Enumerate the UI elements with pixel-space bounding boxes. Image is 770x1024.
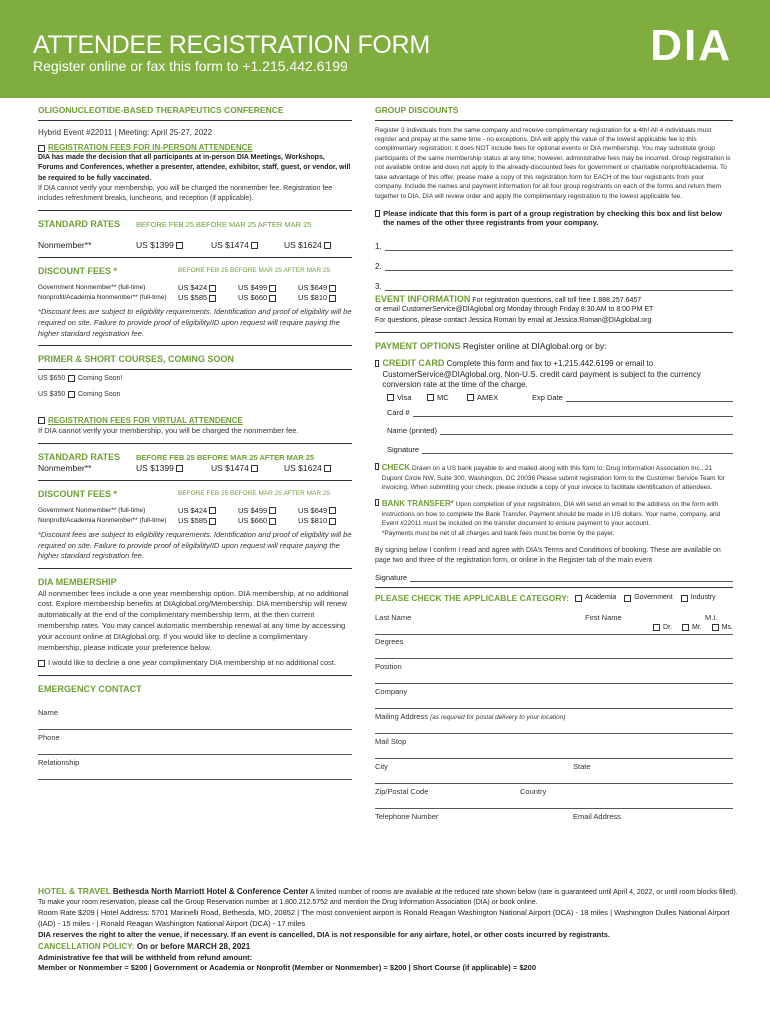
field-label: Zip/Postal Code [375, 787, 429, 797]
cc-title: CREDIT CARD [382, 358, 445, 369]
field-label: Position [375, 662, 402, 672]
dr-checkbox[interactable] [653, 624, 660, 631]
membership-text: All nonmember fees include a one year membership option. DIA membership, at no additional cost. Explore membership benefits at DIAglobal.org/Membership. DIA membership will renew automatically at the end of the complimentary membership term, at the then current membership rates. You may cancel automatic membership renewal at any time by accessing your account online at DIAglobal.org. If you would like to decline a complimentary membership, please indicate your preference below. [38, 588, 349, 652]
government-label: Government [634, 593, 673, 601]
card-field[interactable] [413, 408, 733, 417]
inperson-text: If DIA cannot verify your membership, you will be charged the nonmember fee. Registration fee includes refreshment breaks, luncheons, and reception (if applicable). [38, 184, 333, 202]
room-rate: Room Rate $209 | Hotel Address: 5701 Marinelli Road, Bethesda, MD, 20852 | The most convenient airport is Ronald Reagan Washington National Airport (DCA) - 18 miles | Washington Dulles National Airport (IAD) - 15 miles - | Ronald Reagan Washington National Airport (DCA) - 17 miles [38, 908, 730, 929]
price: US $649 [298, 505, 328, 515]
footer [38, 885, 738, 974]
price-checkbox[interactable] [251, 242, 258, 249]
event-line: For questions, please contact Jessica Roman by email at Jessica.Roman@DIAglobal.org [375, 317, 652, 325]
check-title: CHECK [381, 463, 411, 472]
gov-label: Government Nonmember** (full-time) [38, 283, 146, 291]
field-label: Last Name [375, 612, 412, 622]
field-label: Name [38, 707, 59, 717]
discount-label: DISCOUNT FEES * [38, 488, 118, 499]
field-label: Relationship [38, 757, 80, 767]
inperson-checkbox[interactable] [38, 145, 45, 152]
signature-field[interactable] [422, 445, 733, 454]
price: US $1474 [211, 240, 249, 251]
field-label: Degrees [375, 637, 404, 647]
registrant-line-1[interactable]: 1. [375, 242, 733, 252]
bank-checkbox[interactable] [375, 499, 379, 506]
price: US $424 [178, 505, 208, 515]
group-check-text: Please indicate that this form is part of a group registration by checking this box and list below the names of the other three registrants from your company. [383, 209, 722, 228]
discount-columns: BEFORE FEB 25 BEFORE MAR 25 AFTER MAR 25 [178, 490, 331, 498]
price: US $1474 [211, 463, 249, 474]
field-label: Mail Stop [375, 737, 407, 747]
hotel-text: A limited number of rooms are available at the reduced rate shown below (rate is guaranteed until April 4, 2022, or until room blocks filled). To make your room reservation, please call the Group Reservation number at 1.800.212.5752 and mention the Drug Information Association (DIA) or book online. [38, 889, 738, 907]
mailing-field[interactable] [375, 709, 733, 734]
academia-checkbox[interactable] [575, 595, 582, 602]
discount-label: DISCOUNT FEES * [38, 265, 118, 276]
cancel-date: On or before MARCH 28, 2021 [136, 941, 251, 951]
check-checkbox[interactable] [375, 463, 379, 470]
standard-rates-label: STANDARD RATES [38, 451, 121, 462]
price: US $1624 [284, 240, 322, 251]
payment-sub: Register online at DIAglobal.org or by: [462, 341, 607, 351]
virtual-text: If DIA cannot verify your membership, you will be charged the nonmember fee. [38, 425, 299, 435]
field-label: First Name [585, 612, 622, 622]
amex-checkbox[interactable] [467, 394, 474, 401]
page-subtitle: Register online or fax this form to +1.215.442.6199 [33, 58, 348, 74]
acad-label: Nonprofit/Academia Nonmember** (full-time) [38, 294, 167, 302]
emergency-title: EMERGENCY CONTACT [38, 683, 142, 694]
primer-price: US $650 [38, 374, 66, 382]
conference-title: OLIGONUCLEOTIDE-BASED THERAPEUTICS CONFERENCE [38, 105, 284, 115]
left-column [38, 105, 352, 780]
discount-note: *Discount fees are subject to eligibility requirements. Identification and proof of eligibility will be required on site. Failure to provide proof of eligibility/ID upon request will require paying the higher standard registration fee. [38, 529, 352, 561]
decline-checkbox[interactable] [38, 660, 45, 667]
standard-rates-label: STANDARD RATES [38, 218, 121, 229]
agree-text: By signing below I confirm I read and agree with DIA's Terms and Conditions of booking. These are available on page two and three of the registration form, or online in the Register tab of the main event [375, 547, 721, 565]
company-field[interactable] [375, 684, 733, 709]
price-checkbox[interactable] [324, 242, 331, 249]
academia-label: Academia [585, 593, 617, 601]
decline-text: I would like to decline a one year complimentary DIA membership at no additional cost. [48, 657, 337, 667]
fees-text: Member or Nonmember = $200 | Government or Academia or Nonprofit (Member or Nonmember) = $200 | Short Course (if applicable) = $200 [38, 963, 537, 973]
field-label: Phone [38, 732, 60, 742]
price: US $585 [178, 293, 208, 303]
discount-columns: BEFORE FEB 25 BEFORE MAR 25 AFTER MAR 25 [178, 267, 331, 275]
price: US $660 [238, 516, 268, 526]
cc-text: Complete this form and fax to +1.215.442.6199 or email to CustomerService@DIAglobal.org. Non-U.S. credit card payment is subject to the currency conversion rate at the time of the charge. [382, 359, 701, 389]
name-printed-label: Name (printed) [387, 426, 438, 436]
industry-checkbox[interactable] [681, 595, 688, 602]
bank-text: Upon completion of your registration, DIA will send an email to the address on the form with instructions on how to complete the Bank Transfer. Payment should be made in US dollars. Your name, company, and Event #22011 must be included on the transfer document to ensure payment to your account. [381, 501, 721, 528]
agree-signature-field[interactable] [410, 573, 733, 582]
city-field[interactable] [375, 759, 733, 784]
emergency-phone-field[interactable] [38, 730, 352, 755]
payment-title: PAYMENT OPTIONS [375, 341, 461, 351]
check-text: Drawn on a US bank payable to and mailed along with this form to: Drug Information Association Inc., 21 Dupont Circle NW, Suite 300, Washington, DC 20036 Please submit registration form to the Customer Service Team for invoicing. When submitting your check, please include a copy of your invoice to facilitate identification of attendees. [381, 465, 725, 492]
gov-label: Government Nonmember** (full-time) [38, 506, 146, 514]
visa-checkbox[interactable] [387, 394, 394, 401]
mailing-note: (as required for postal delivery to your location) [430, 714, 566, 722]
telephone-field[interactable] [375, 809, 733, 834]
field-label: City [375, 762, 388, 772]
membership-title: DIA MEMBERSHIP [38, 577, 117, 588]
price: US $1624 [284, 463, 322, 474]
standard-columns: BEFORE FEB 25 BEFORE MAR 25 AFTER MAR 25 [136, 452, 315, 462]
group-title: GROUP DISCOUNTS [375, 105, 459, 115]
category-title: PLEASE CHECK THE APPLICABLE CATEGORY: [375, 592, 570, 603]
field-label: Company [375, 687, 408, 697]
dia-logo: DIA [650, 21, 732, 70]
primer-label: Coming Soon! [78, 374, 123, 382]
nonmember-label: Nonmember** [38, 240, 92, 251]
standard-columns: BEFORE FEB 25 BEFORE MAR 25 AFTER MAR 25 [136, 219, 312, 229]
mr-label: Mr. [691, 623, 702, 631]
hotel-label: HOTEL & TRAVEL [38, 886, 111, 896]
exp-label: Exp Date [532, 392, 563, 402]
withheld-text: Administrative fee that will be withheld from refund amount: [38, 952, 253, 962]
exp-field[interactable] [566, 393, 733, 402]
field-label: Country [520, 787, 547, 797]
reserve-note: DIA reserves the right to alter the venue, if necessary. If an event is cancelled, DIA is not responsible for any airfare, hotel, or other costs incurred by registrants. [38, 930, 610, 940]
acad-label: Nonprofit/Academia Nonmember** (full-time) [38, 516, 167, 524]
primer-title: PRIMER & SHORT COURSES, COMING SOON [38, 354, 235, 365]
degrees-field[interactable] [375, 634, 733, 659]
page-title: ATTENDEE REGISTRATION FORM [33, 31, 430, 59]
registrant-line-3[interactable]: 3. [375, 282, 733, 292]
price: US $649 [298, 283, 328, 293]
header-banner [0, 0, 770, 98]
cancel-label: CANCELLATION POLICY: [38, 941, 135, 951]
field-label: Email Address [573, 812, 621, 822]
name-printed-field[interactable] [440, 426, 733, 435]
group-text: Register 3 individuals from the same company and receive complimentary registration for a 4th! All 4 individuals must register and prepay at the same time - no exceptions. DIA will apply the value of the lowest applicable fee to this complimentary registration; it does NOT include fees for optional events or DIA membership. You may substitute group participants of the same membership status at any time; however, administrative fees may be incurred. Group registration is not available online and does not apply to the already-discounted fees for government or charitable nonprofit/academia. To take advantage of this offer, please make a copy of this registration form for EACH of the four registrants from your company. Include the names and payment information for all four group registrants on each of the forms and return them together to DIA. DIA will review order and apply the complimentary registration to the lowest applicable fee. [375, 126, 731, 200]
emergency-relationship-field[interactable] [38, 755, 352, 780]
price: US $424 [178, 283, 208, 293]
primer-checkbox[interactable] [68, 375, 75, 382]
event-title: EVENT INFORMATION [375, 293, 471, 304]
mc-checkbox[interactable] [427, 394, 434, 401]
price: US $1399 [136, 240, 174, 251]
mc-label: MC [437, 392, 449, 402]
signature-label: Signature [387, 444, 420, 454]
field-label: Mailing Address [375, 712, 428, 722]
virtual-checkbox[interactable] [38, 417, 45, 424]
cc-checkbox[interactable] [375, 360, 379, 367]
position-field[interactable] [375, 659, 733, 684]
bank-note: *Payments must be net of all charges and bank fees must be borne by the payer. [381, 529, 615, 537]
hotel-name: Bethesda North Marriott Hotel & Conference Center [112, 887, 309, 896]
price: US $810 [298, 516, 328, 526]
ms-label: Ms. [721, 623, 733, 631]
event-line: or email CustomerService@DIAglobal.org Monday through Friday 8:30 AM to 8:00 PM ET [375, 305, 654, 313]
primer-label: Coming Soon [78, 390, 121, 398]
price: US $499 [238, 283, 268, 293]
group-checkbox[interactable] [375, 210, 380, 217]
price: US $660 [238, 293, 268, 303]
zip-field[interactable] [375, 784, 733, 809]
virtual-title: REGISTRATION FEES FOR VIRTUAL ATTENDENCE [48, 415, 243, 425]
bank-title: BANK TRANSFER* [381, 499, 454, 509]
inperson-title: REGISTRATION FEES FOR IN-PERSON ATTENDENCE [48, 143, 253, 153]
mr-checkbox[interactable] [682, 624, 689, 631]
nonmember-label: Nonmember** [38, 463, 92, 474]
field-label: Telephone Number [375, 812, 439, 822]
field-label: M.I. [705, 612, 718, 622]
price: US $585 [178, 516, 208, 526]
ms-checkbox[interactable] [712, 624, 719, 631]
government-checkbox[interactable] [624, 595, 631, 602]
field-label: State [573, 762, 591, 772]
industry-label: Industry [690, 593, 716, 601]
amex-label: AMEX [477, 392, 499, 402]
mailstop-field[interactable] [375, 734, 733, 759]
visa-label: Visa [397, 392, 412, 402]
emergency-name-field[interactable] [38, 705, 352, 730]
price: US $810 [298, 293, 328, 303]
price-checkbox[interactable] [176, 242, 183, 249]
discount-note: *Discount fees are subject to eligibility requirements. Identification and proof of eligibility will be required on site. Failure to provide proof of eligibility/ID upon request will require paying the higher standard registration fee. [38, 306, 352, 338]
card-label: Card # [387, 407, 410, 417]
price: US $499 [238, 505, 268, 515]
vaccination-note: DIA has made the decision that all participants at in-person DIA Meetings, Workshops, Forums and Conferences, whether a presenter, attendee, exhibitor, staff, guest, or vendor, will be required to be fully vaccinated. [38, 154, 351, 182]
primer-price: US $350 [38, 390, 66, 398]
price: US $1399 [136, 463, 174, 474]
primer-checkbox[interactable] [68, 391, 75, 398]
registrant-line-2[interactable]: 2. [375, 262, 733, 272]
conference-meta: Hybrid Event #22011 | Meeting: April 25-27, 2022 [38, 127, 213, 137]
signature-label: Signature [375, 572, 408, 582]
right-column [375, 105, 733, 834]
event-line: For registration questions, call toll free 1.888.257.6457 [472, 296, 642, 304]
dr-label: Dr. [663, 623, 672, 631]
